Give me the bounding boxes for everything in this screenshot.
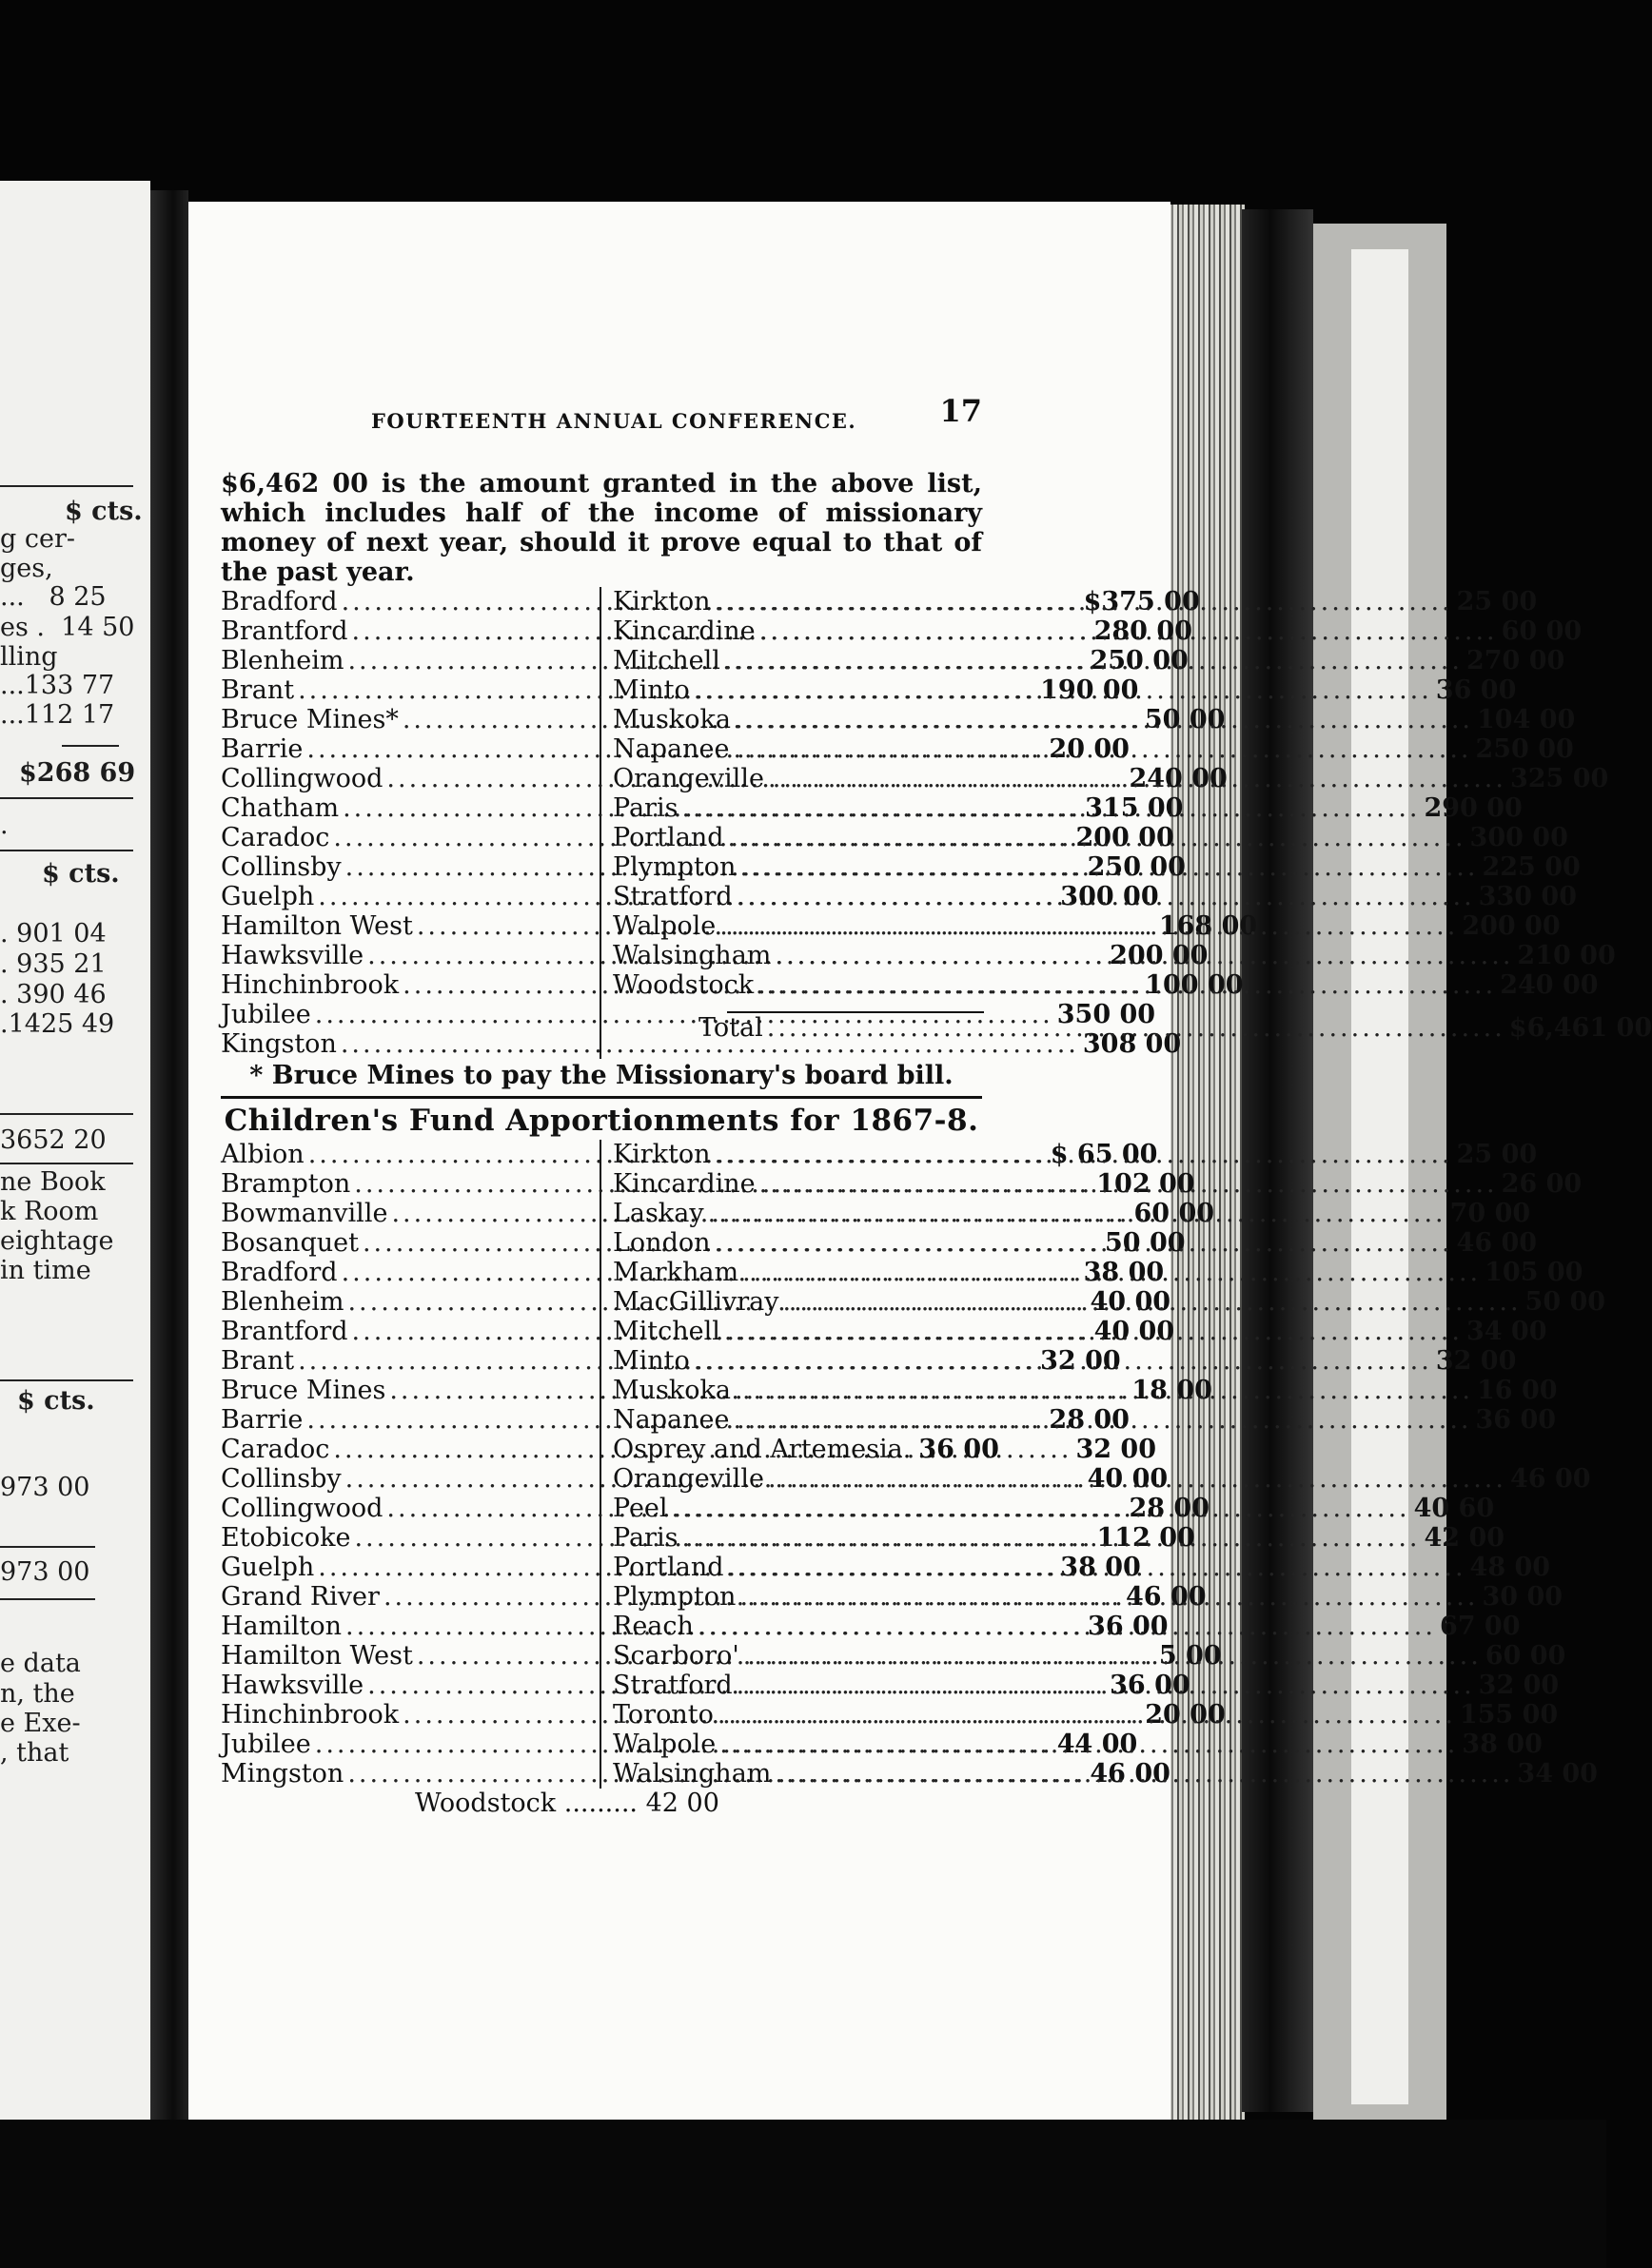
entry-amount: 60 00 bbox=[1501, 616, 1583, 646]
footnote: * Bruce Mines to pay the Missionary's board bill. bbox=[249, 1061, 954, 1090]
entry-amount: 38 00 bbox=[1083, 1258, 1165, 1287]
entry-amount: 250 00 bbox=[1475, 734, 1574, 764]
left-fragment: . 935 21 bbox=[0, 949, 107, 979]
leader-dots bbox=[681, 1523, 1420, 1553]
entry-amount: 38 00 bbox=[1462, 1730, 1543, 1759]
entry-amount: 40 00 bbox=[1090, 1287, 1171, 1317]
entry-name: Hawksville bbox=[221, 1671, 364, 1700]
leader-dots bbox=[694, 675, 1432, 705]
entry-amount: 40 60 bbox=[1413, 1494, 1495, 1523]
entry-amount: 36 00 bbox=[1110, 1671, 1190, 1700]
leader-dots bbox=[724, 1317, 1463, 1346]
entry-name: Walsingham bbox=[613, 1759, 772, 1789]
entry-amount: 225 00 bbox=[1482, 852, 1581, 882]
entry-amount: 46 00 bbox=[1456, 1228, 1538, 1258]
leader-dots bbox=[737, 1671, 1475, 1700]
childrens-fund-list bbox=[221, 1140, 1606, 1789]
leader-dots bbox=[735, 705, 1473, 734]
leader-dots bbox=[737, 882, 1475, 911]
entry-amount: 190 00 bbox=[1040, 675, 1139, 705]
left-rule bbox=[0, 1379, 133, 1381]
page-number: 17 bbox=[939, 393, 982, 429]
left-fragment: . 901 04 bbox=[0, 919, 107, 948]
entry-amount: 32 00 bbox=[1040, 1346, 1121, 1376]
entry-amount: 112 00 bbox=[1096, 1523, 1195, 1553]
entry-amount: 32 00 bbox=[1075, 1435, 1156, 1464]
left-fragment: lling bbox=[0, 642, 58, 672]
entry-amount: 240 00 bbox=[1500, 970, 1599, 1000]
entry-name: Bosanquet bbox=[221, 1228, 359, 1258]
entry-amount: 200 00 bbox=[1462, 911, 1561, 941]
entry-name: Hamilton bbox=[221, 1612, 343, 1641]
leader-dots bbox=[742, 1258, 1481, 1287]
left-fragment: . 390 46 bbox=[0, 980, 107, 1009]
entry-name: Paris bbox=[613, 1523, 678, 1553]
entry-amount: 102 00 bbox=[1096, 1169, 1195, 1199]
entry-name: Brantford bbox=[221, 1317, 348, 1346]
entry-name: London bbox=[613, 1228, 711, 1258]
entry-name: MacGillivray bbox=[613, 1287, 779, 1317]
entry-amount: 270 00 bbox=[1465, 646, 1565, 675]
footer-entry-dots: ......... bbox=[563, 1789, 639, 1818]
leader-dots bbox=[759, 1169, 1498, 1199]
entry-amount: 34 00 bbox=[1465, 1317, 1547, 1346]
entry-name: Reach bbox=[613, 1612, 694, 1641]
left-fragment: 973 00 bbox=[0, 1473, 90, 1502]
entry-name: Caradoc bbox=[221, 1435, 330, 1464]
entry-name: Minto bbox=[613, 675, 690, 705]
left-fragment: eightage bbox=[0, 1226, 114, 1256]
entry-name: Etobicoke bbox=[221, 1523, 351, 1553]
entry-amount: 280 00 bbox=[1093, 616, 1192, 646]
leader-dots bbox=[759, 616, 1498, 646]
total-amount: $6,461 00 bbox=[1508, 1013, 1652, 1043]
entry-amount: 40 00 bbox=[1093, 1317, 1175, 1346]
leader-dots bbox=[719, 1730, 1458, 1759]
entry-name: Kincardine bbox=[613, 1169, 756, 1199]
entry-name: Hamilton West bbox=[221, 1641, 413, 1671]
entry-amount: 46 00 bbox=[1125, 1582, 1207, 1612]
entry-name: Blenheim bbox=[221, 646, 344, 675]
entry-amount: 155 00 bbox=[1459, 1700, 1559, 1730]
entry-name: Brant bbox=[221, 1346, 295, 1376]
footer-entry-name: Woodstock bbox=[415, 1789, 557, 1818]
entry-name: Walpole bbox=[613, 911, 717, 941]
entry-name: Plympton bbox=[613, 852, 737, 882]
entry-name: Albion bbox=[221, 1140, 305, 1169]
entry-amount: 38 00 bbox=[1060, 1553, 1141, 1582]
entry-name: Hinchinbrook bbox=[221, 970, 400, 1000]
left-rule bbox=[0, 1598, 95, 1600]
entry-name: Markham bbox=[613, 1258, 739, 1287]
leader-dots bbox=[733, 734, 1471, 764]
entry-name: Hawksville bbox=[221, 941, 364, 970]
entry-amount: 100 00 bbox=[1145, 970, 1244, 1000]
entry-amount: 36 00 bbox=[1435, 675, 1517, 705]
entry-amount: 290 00 bbox=[1424, 793, 1523, 823]
leader-dots bbox=[708, 1199, 1446, 1228]
entry-name: Bradford bbox=[221, 1258, 338, 1287]
leader-dots bbox=[728, 823, 1466, 852]
entry-amount: 5 00 bbox=[1158, 1641, 1222, 1671]
entry-name: Portland bbox=[613, 823, 724, 852]
entry-amount: 168 00 bbox=[1158, 911, 1258, 941]
leader-dots bbox=[768, 1464, 1506, 1494]
entry-amount: 20 00 bbox=[1049, 734, 1130, 764]
leader-dots bbox=[739, 852, 1478, 882]
entry-name: Peel bbox=[613, 1494, 668, 1523]
left-fragment: ges, bbox=[0, 554, 53, 583]
leader-dots bbox=[672, 1494, 1410, 1523]
entry-name: Orangeville bbox=[613, 1464, 764, 1494]
left-fragment: 3652 20 bbox=[0, 1125, 107, 1155]
left-fragment: g cer- bbox=[0, 524, 75, 554]
entry-amount: 50 00 bbox=[1104, 1228, 1186, 1258]
entry-name: Minto bbox=[613, 1346, 690, 1376]
list-entry bbox=[613, 1346, 1517, 1376]
left-fragment: ...133 77 bbox=[0, 671, 115, 700]
left-fragment: ... 8 25 bbox=[0, 582, 107, 612]
entry-amount: 16 00 bbox=[1477, 1376, 1558, 1405]
book-gutter bbox=[150, 190, 188, 2121]
entry-amount: 36 00 bbox=[918, 1435, 999, 1464]
entry-name: Brant bbox=[221, 675, 295, 705]
entry-amount: 300 00 bbox=[1060, 882, 1159, 911]
left-fragment: , that bbox=[0, 1738, 69, 1768]
list-entry bbox=[613, 1435, 999, 1464]
entry-name: Muskoka bbox=[613, 705, 731, 734]
entry-name: Kirkton bbox=[613, 1140, 711, 1169]
entry-amount: 60 00 bbox=[1133, 1199, 1215, 1228]
running-head-title: FOURTEENTH ANNUAL CONFERENCE. bbox=[371, 409, 857, 433]
entry-amount: 20 00 bbox=[1145, 1700, 1226, 1730]
leader-dots bbox=[783, 1287, 1522, 1317]
entry-name: Mingston bbox=[221, 1759, 344, 1789]
entry-name: Portland bbox=[613, 1553, 724, 1582]
entry-name: Jubilee bbox=[221, 1000, 311, 1029]
intro-paragraph: $6,462 00 is the amount granted in the above list, which includes half of the income of missionary money of next year, should it prove equal to that of the past year. bbox=[221, 469, 982, 587]
left-fragment: $ cts. bbox=[65, 497, 143, 526]
left-fragment: $ cts. bbox=[42, 859, 120, 889]
left-fragment: e data bbox=[0, 1649, 81, 1678]
entry-amount: $375 00 bbox=[1083, 587, 1200, 616]
left-rule bbox=[0, 1113, 133, 1115]
entry-name: Osprey and Artemesia. bbox=[613, 1435, 912, 1464]
entry-amount: 44 00 bbox=[1056, 1730, 1138, 1759]
entry-amount: 46 00 bbox=[1509, 1464, 1591, 1494]
total-label: Total bbox=[698, 1013, 763, 1043]
entry-name: Chatham bbox=[221, 793, 340, 823]
entry-amount: 350 00 bbox=[1056, 1000, 1156, 1029]
entry-name: Grand River bbox=[221, 1582, 380, 1612]
entry-name: Napanee bbox=[613, 1405, 730, 1435]
list-entry bbox=[221, 1029, 1182, 1059]
leader-dots bbox=[775, 1759, 1513, 1789]
entry-amount: 26 00 bbox=[1501, 1169, 1583, 1199]
page-content bbox=[221, 393, 1652, 1818]
leader-dots bbox=[767, 1013, 1505, 1043]
entry-name: Collinsby bbox=[221, 1464, 342, 1494]
leader-dots bbox=[757, 970, 1496, 1000]
entry-amount: 32 00 bbox=[1478, 1671, 1560, 1700]
entry-name: Brantford bbox=[221, 616, 348, 646]
entry-name: Bruce Mines* bbox=[221, 705, 399, 734]
left-fragment: n, the bbox=[0, 1679, 75, 1709]
entry-name: Jubilee bbox=[221, 1730, 311, 1759]
entry-amount: 32 00 bbox=[1435, 1346, 1517, 1376]
section-title: Children's Fund Apportionments for 1867-8. bbox=[224, 1104, 979, 1138]
missionary-grant-list bbox=[221, 587, 1652, 1059]
left-rule bbox=[0, 485, 133, 487]
left-rule bbox=[0, 1546, 95, 1548]
entry-amount: 325 00 bbox=[1509, 764, 1609, 793]
left-fragment: ne Book bbox=[0, 1167, 106, 1197]
left-fragment: in time bbox=[0, 1256, 91, 1285]
entry-amount: 36 00 bbox=[1088, 1612, 1169, 1641]
entry-name: Stratford bbox=[613, 1671, 733, 1700]
entry-amount: 25 00 bbox=[1456, 587, 1538, 616]
entry-amount: 50 00 bbox=[1144, 705, 1226, 734]
leader-dots bbox=[733, 1405, 1471, 1435]
entry-amount: 50 00 bbox=[1524, 1287, 1606, 1317]
entry-name: Hamilton West bbox=[221, 911, 413, 941]
entry-name: Scarboro' bbox=[613, 1641, 739, 1671]
entry-amount: 46 00 bbox=[1090, 1759, 1170, 1789]
entry-amount: 70 00 bbox=[1449, 1199, 1531, 1228]
footer-entry bbox=[221, 1789, 982, 1818]
entry-name: Caradoc bbox=[221, 823, 330, 852]
left-fragment: 973 00 bbox=[0, 1557, 90, 1587]
entry-amount: 28 00 bbox=[1129, 1494, 1210, 1523]
entry-name: Blenheim bbox=[221, 1287, 344, 1317]
section-rule bbox=[221, 1096, 982, 1099]
background-shadow bbox=[0, 2120, 1606, 2268]
left-fragment: $ cts. bbox=[17, 1386, 95, 1416]
entry-name: Kincardine bbox=[613, 616, 756, 646]
entry-amount: 34 00 bbox=[1517, 1759, 1598, 1789]
entry-amount: 105 00 bbox=[1485, 1258, 1583, 1287]
leader-dots bbox=[715, 587, 1453, 616]
entry-amount: 308 00 bbox=[1082, 1029, 1182, 1059]
leader-dots bbox=[681, 793, 1420, 823]
entry-name: Kirkton bbox=[613, 587, 711, 616]
entry-amount: 67 00 bbox=[1439, 1612, 1521, 1641]
footer-entry-amount: 42 00 bbox=[645, 1789, 719, 1818]
leader-dots bbox=[728, 1553, 1466, 1582]
leader-dots bbox=[715, 1140, 1453, 1169]
entry-amount: 200 00 bbox=[1075, 823, 1174, 852]
left-rule bbox=[0, 850, 133, 851]
entry-amount: 25 00 bbox=[1456, 1140, 1538, 1169]
entry-amount: 300 00 bbox=[1469, 823, 1568, 852]
entry-amount: 36 00 bbox=[1475, 1405, 1557, 1435]
left-rule bbox=[0, 797, 133, 799]
entry-amount: 42 00 bbox=[1424, 1523, 1505, 1553]
entry-name: Paris bbox=[613, 793, 678, 823]
entry-amount: 250 00 bbox=[1090, 646, 1189, 675]
left-fragment: .1425 49 bbox=[0, 1009, 115, 1039]
entry-name: Brampton bbox=[221, 1169, 351, 1199]
running-head bbox=[221, 395, 982, 437]
entry-name: Bowmanville bbox=[221, 1199, 388, 1228]
leader-dots bbox=[775, 941, 1513, 970]
entry-amount: $ 65 00 bbox=[1050, 1140, 1158, 1169]
entry-name: Hinchinbrook bbox=[221, 1700, 400, 1730]
entry-amount: 200 00 bbox=[1110, 941, 1209, 970]
entry-name: Collinsby bbox=[221, 852, 342, 882]
left-fragment: ...112 17 bbox=[0, 700, 115, 730]
entry-amount: 30 00 bbox=[1482, 1582, 1564, 1612]
entry-name: Walpole bbox=[613, 1730, 717, 1759]
entry-name: Bradford bbox=[221, 587, 338, 616]
entry-name: Barrie bbox=[221, 1405, 304, 1435]
entry-name: Kingston bbox=[221, 1029, 337, 1059]
entry-name: Plympton bbox=[613, 1582, 737, 1612]
entry-amount: 104 00 bbox=[1477, 705, 1576, 734]
entry-amount: 60 00 bbox=[1485, 1641, 1566, 1671]
entry-name: Walsingham bbox=[613, 941, 772, 970]
entry-amount: 315 00 bbox=[1085, 793, 1184, 823]
entry-amount: 18 00 bbox=[1131, 1376, 1212, 1405]
left-fragment: . bbox=[0, 811, 9, 840]
entry-amount: 250 00 bbox=[1087, 852, 1186, 882]
entry-name: Stratford bbox=[613, 882, 733, 911]
entry-name: Barrie bbox=[221, 734, 304, 764]
leader-dots bbox=[768, 764, 1506, 793]
left-rule bbox=[62, 745, 119, 747]
entry-name: Orangeville bbox=[613, 764, 764, 793]
left-fragment: k Room bbox=[0, 1197, 99, 1226]
left-fragment: e Exe- bbox=[0, 1709, 81, 1738]
entry-name: Collingwood bbox=[221, 1494, 384, 1523]
entry-name: Laskay bbox=[613, 1199, 704, 1228]
leader-dots bbox=[743, 1641, 1482, 1671]
entry-name: Mitchell bbox=[613, 646, 720, 675]
entry-amount: 40 00 bbox=[1087, 1464, 1169, 1494]
leader-dots bbox=[694, 1346, 1432, 1376]
entry-name: Woodstock bbox=[613, 970, 755, 1000]
leader-dots bbox=[719, 911, 1458, 941]
leader-dots bbox=[698, 1612, 1436, 1641]
entry-name: Guelph bbox=[221, 1553, 315, 1582]
leader-dots bbox=[739, 1582, 1478, 1612]
left-fragment: $268 69 bbox=[19, 758, 136, 788]
entry-amount: 48 00 bbox=[1469, 1553, 1551, 1582]
entry-name: Mitchell bbox=[613, 1317, 720, 1346]
entry-name: Muskoka bbox=[613, 1376, 731, 1405]
leader-dots bbox=[718, 1700, 1456, 1730]
leader-dots bbox=[724, 646, 1463, 675]
entry-name: Collingwood bbox=[221, 764, 384, 793]
entry-amount: 28 00 bbox=[1049, 1405, 1130, 1435]
entry-amount: 210 00 bbox=[1517, 941, 1616, 970]
leader-dots bbox=[735, 1376, 1473, 1405]
left-fragment: es . 14 50 bbox=[0, 613, 135, 642]
left-rule bbox=[0, 1163, 133, 1164]
entry-name: Toronto bbox=[613, 1700, 714, 1730]
entry-name: Napanee bbox=[613, 734, 730, 764]
entry-name: Guelph bbox=[221, 882, 315, 911]
entry-amount: 240 00 bbox=[1129, 764, 1228, 793]
entry-amount: 330 00 bbox=[1478, 882, 1578, 911]
leader-dots bbox=[715, 1228, 1453, 1258]
entry-name: Bruce Mines bbox=[221, 1376, 386, 1405]
